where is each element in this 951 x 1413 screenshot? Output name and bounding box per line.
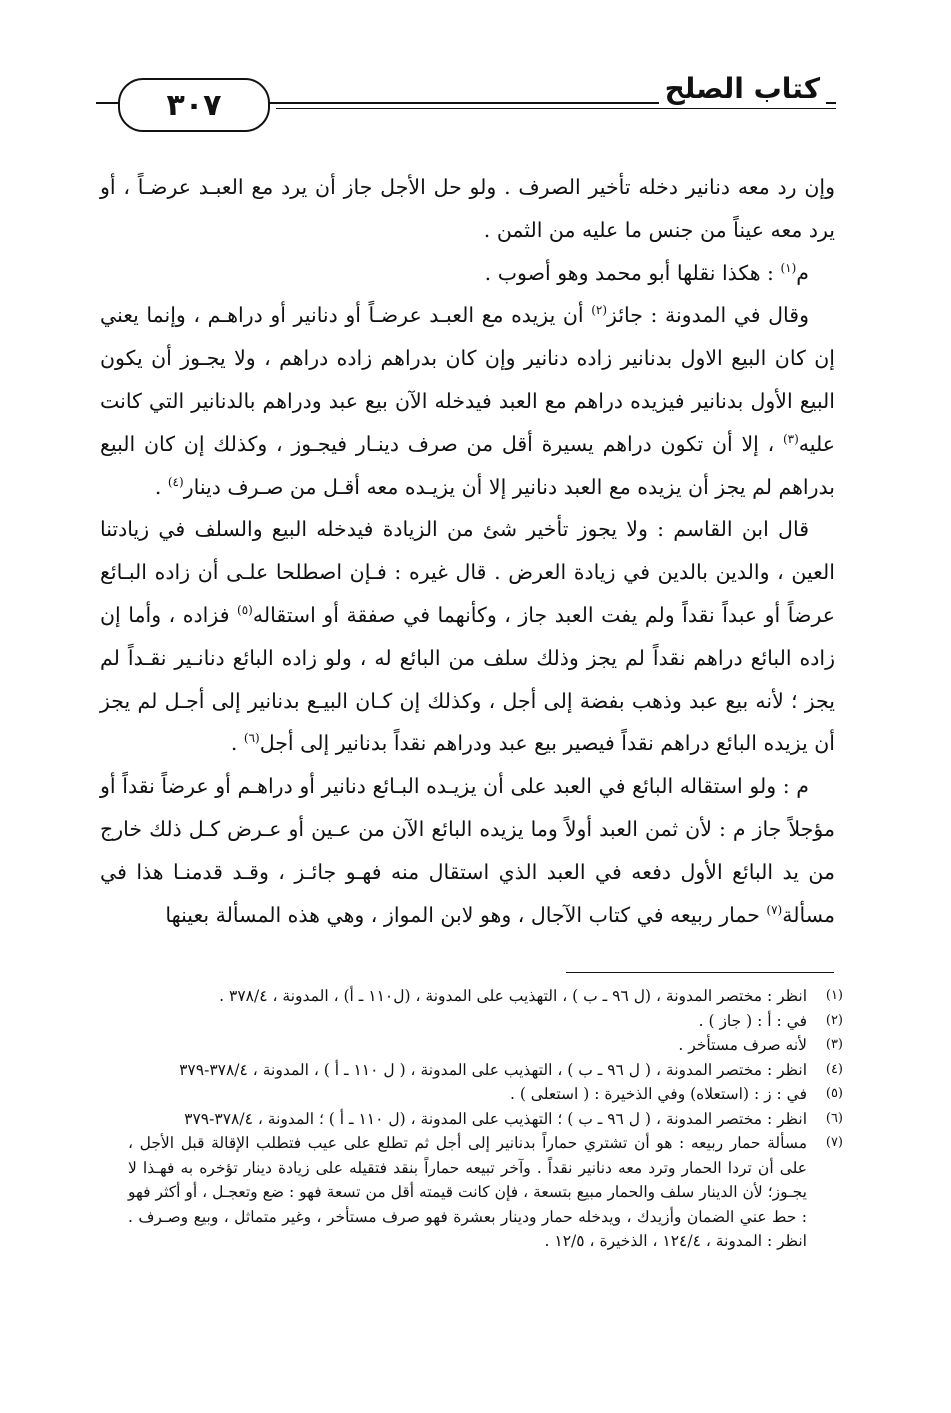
footnote (128, 1058, 843, 1083)
body-text-run: حمار ربيعه في كتاب الآجال ، وهو لابن المواز ، وهي هذه المسألة بعينها (165, 902, 767, 927)
footnote-reference: (٢) (591, 303, 608, 318)
header-rule-secondary (276, 108, 836, 109)
page-header (96, 62, 836, 132)
footnotes (128, 984, 843, 1254)
body-text-run: ، إلا أن تكون دراهم يسيرة أقل من صرف دينـار فيجـوز ، وكذلك إن كان البيع بدراهم لم يجز أن يزيده مع العبد دنانير إلا أن يزيـده معه أقـل من صـرف دينار (100, 431, 835, 499)
body-text-run: م (796, 260, 809, 285)
footnote-text: انظر : مختصر المدونة ، ( ل ٩٦ ـ ب ) ، التهذيب على المدونة ، ( ل ١١٠ ـ أ ) ، المدونة ، ٣٧٨/٤-٣٧٩ (179, 1060, 807, 1079)
footnote-text: في : ز : (استعلاه) وفي الذخيرة : ( استعلى ) . (509, 1085, 807, 1103)
footnote-reference: (٣) (782, 431, 799, 446)
footnote-text: مسألة حمار ربيعه : هو أن تشتري حماراً بدنانير إلى أجل ثم تطلع على عيب فتطلب الإقالة قبل الأجل ، على أن تردا الحمار وترد معه دنانير نقداً . وآخر تبيعه حماراً بنقد فتقيله على زيادة دينار تؤخره به فهـذا لا يجـوز؛ لأن الدينار سلف والحمار مبيع بتسعة ، فإن كانت قيمته أقل من تسعة فهو : ضع وتعجـل ، أو أكثر فهو : حط عني الضمان وأزيدك ، ويدخله حمار ودينار بعشرة فهو صرف مستأخر ، وغير متماثل ، وبيع وصـرف . انظر : المدونة ، ١٢٤/٤ ، الذخيرة ، ١٢/٥ . (128, 1134, 807, 1250)
footnote-number: (٢) (825, 1012, 843, 1028)
body-text-run: وإن رد معه دنانير دخله تأخير الصرف . ولو حل الأجل جاز أن يرد مع العبـد عرضـاً ، أو يرد معه عيناً من جنس ما عليه من الثمن . (100, 175, 835, 242)
body-paragraph (100, 765, 835, 936)
body-paragraph (100, 166, 835, 252)
footnote-text: لأنه صرف مستأخر . (678, 1036, 807, 1054)
footnote-text: انظر : مختصر المدونة ، (ل ٩٦ ـ ب ) ، التهذيب على المدونة ، (ل١١٠ ـ أ) ، المدونة ، ٣٧٨/٤ . (219, 987, 807, 1005)
footnote-number: (٣) (825, 1037, 843, 1052)
footnote-reference: (٤) (167, 474, 184, 489)
footnote-number: (٤) (825, 1061, 843, 1077)
footnote (128, 1009, 843, 1034)
body-text-run: : هكذا نقلها أبو محمد وهو أصوب . (484, 260, 781, 285)
footnote (128, 1107, 843, 1132)
footnote (128, 984, 843, 1009)
body-paragraph (100, 294, 835, 508)
footnote (128, 1131, 843, 1254)
footnote-number: (٧) (825, 1135, 843, 1150)
body-paragraph (100, 252, 835, 295)
footnote (128, 1082, 843, 1107)
footnote-number: (٦) (825, 1110, 843, 1126)
footnote-reference: (٦) (243, 731, 260, 746)
body-paragraph (100, 508, 835, 765)
body-text-run: أن يزيده مع العبـد عرضـاً أو دنانير أو دراهـم ، وإنما يعني إن كان البيع الاول بدنانير زاده دنانير وإن كان بدراهم زاده دراهم ، ولا يجـوز أن يكون البيع الأول بدنانير فيزيده دراهم مع العبد فيدخله الآن بيع عبد ودراهم بالدنانير التي كانت عليه (100, 303, 835, 456)
footnote-text: في : أ : ( جاز ) . (698, 1011, 807, 1030)
main-text (100, 166, 835, 936)
footnote-text: انظر : مختصر المدونة ، ( ل ٩٦ ـ ب ) ؛ التهذيب على المدونة ، (ل ١١٠ ـ أ ) ؛ المدونة ، ٣٧٨/٤-٣٧٩ (184, 1109, 807, 1128)
footnote-reference: (١) (780, 260, 797, 275)
footnote (128, 1033, 843, 1058)
footnote-reference: (٥) (237, 603, 253, 618)
page-number: ٣٠٧ (166, 87, 222, 123)
body-text-run: . (154, 474, 168, 499)
footnote-number: (٥) (825, 1086, 843, 1101)
book-title: كتاب الصلح (659, 72, 826, 105)
body-text-run: فزاده ، وأما إن زاده البائع دراهم نقداً لم يجز وذلك سلف من البائع له ، ولو زاده البائع دنانـير نقـداً لم يجز ؛ لأنه بيع عبد وذهب بفضة إلى أجل ، وكذلك إن كـان البيـع بدنانير إلى أجـل لم يجز أن يزيده البائع دراهم نقداً فيصير بيع عبد ودراهم نقداً بدنانير إلى أجل (100, 602, 835, 756)
footnote-separator (566, 972, 834, 973)
footnote-reference: (٧) (766, 902, 783, 917)
body-text-run: . (230, 731, 244, 756)
body-text-run: قال ابن القاسم : ولا يجوز تأخير شئ من الزيادة فيدخله البيع والسلف في زيادتنا العين ، والدين بالدين في زيادة العرض . قال غيره : فـإن اصطلحا علـى أن زاده البـائع عرضاً أو عبداً نقداً ولم يفت العبد جاز ، وكأنهما في صفقة أو استقاله (100, 517, 835, 627)
page-number-badge (118, 78, 270, 132)
body-text-run: م : ولو استقاله البائع في العبد على أن يزيـده البـائع دنانير أو دراهـم أو عرضاً نقداً أو مؤجلاً جاز م : لأن ثمن العبد أولاً وما يزيده البائع الآن من عـين أو عـرض كـل ذلك خارج من يد البائع الأول دفعه في العبد الذي استقال منه فهـو جائـز ، وقـد قدمنـا هذا في مسألة (100, 774, 835, 927)
footnote-number: (١) (825, 988, 843, 1003)
body-text-run: وقال في المدونة : جائز (607, 303, 809, 328)
